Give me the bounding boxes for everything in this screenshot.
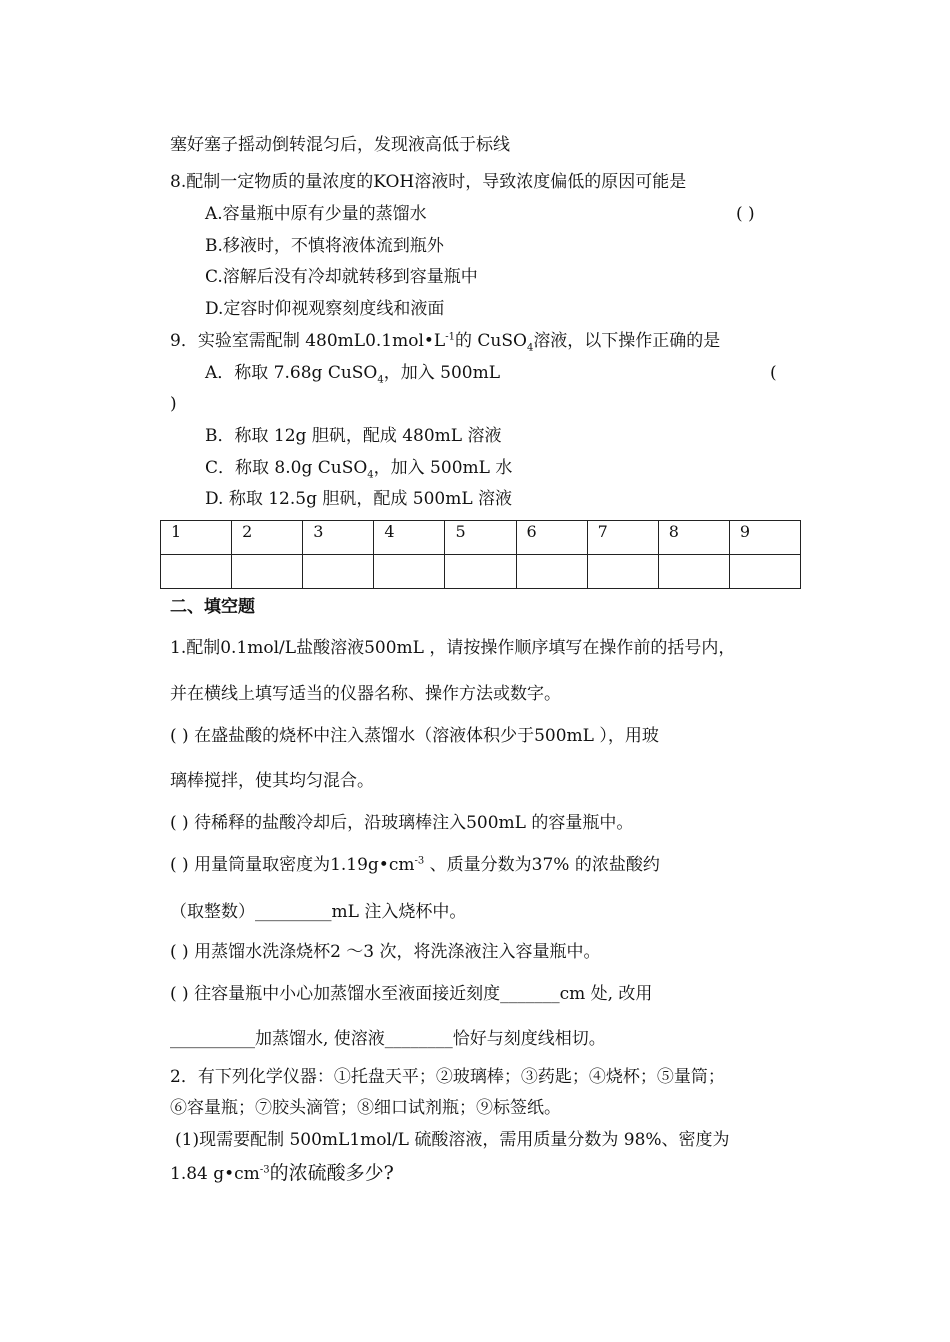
sub1-post: 的浓硫酸多少? (269, 1162, 394, 1184)
q9-option-b: B．称取 12g 胆矾，配成 480mL 溶液 (205, 426, 502, 446)
fill-q2-sub1-line2 (170, 1162, 394, 1185)
step3-post: 、质量分数为37% 的浓盐酸约 (424, 855, 660, 875)
sub1-pre: 1.84 g•cm (170, 1164, 260, 1184)
answer-cell[interactable] (374, 555, 445, 589)
answer-table-header: 4 (374, 521, 445, 555)
q9-option-c-pre: C．称取 8.0g CuSO (205, 458, 368, 478)
step3-sup: -3 (414, 855, 425, 867)
fill-q2-sub1-line1: (1)现需要配制 500mL1mol/L 硫酸溶液，需用质量分数为 98%、密度为 (175, 1130, 730, 1150)
answer-table-header-row (161, 521, 801, 555)
q8-answer-bracket: ( ) (736, 204, 755, 224)
step1-line2: 璃棒搅拌，使其均匀混合。 (170, 771, 374, 791)
answer-cell[interactable] (303, 555, 374, 589)
q9-option-c (205, 457, 512, 479)
q7-continuation: 塞好塞子摇动倒转混匀后，发现液高低于标线 (170, 135, 510, 155)
answer-table-header: 2 (232, 521, 303, 555)
answer-cell[interactable] (587, 555, 658, 589)
fill-q2-line2: ⑥容量瓶；⑦胶头滴管；⑧细口试剂瓶；⑨标签纸。 (170, 1098, 561, 1118)
answer-table-header: 7 (587, 521, 658, 555)
answer-cell[interactable] (729, 555, 800, 589)
answer-cell[interactable] (232, 555, 303, 589)
answer-table-answer-row (161, 555, 801, 589)
fill-q1-line1: 1.配制0.1mol/L盐酸溶液500mL ，请按操作顺序填写在操作前的括号内， (170, 638, 736, 658)
q9-option-c-post: ，加入 500mL 水 (373, 458, 513, 478)
q9-option-a-post: ，加入 500mL (383, 363, 500, 383)
step2: ( ) 待稀释的盐酸冷却后，沿玻璃棒注入500mL 的容量瓶中。 (170, 813, 634, 833)
q9-stem-sub: 4 (526, 342, 534, 354)
step3-pre: ( ) 用量筒量取密度为1.19g•cm (170, 855, 415, 875)
q9-bracket-close: ) (170, 394, 177, 414)
step5-line1: ( ) 往容量瓶中小心加蒸馏水至液面接近刻度_______cm 处, 改用 (170, 984, 653, 1004)
step3-line1 (170, 854, 660, 876)
section-title: 二、填空题 (170, 597, 255, 617)
q9-option-a-pre: A．称取 7.68g CuSO (205, 363, 378, 383)
answer-table-header: 3 (303, 521, 374, 555)
q9-option-a (205, 362, 500, 384)
q9-stem-sup: -1 (445, 331, 455, 343)
q9-option-d: D. 称取 12.5g 胆矾，配成 500mL 溶液 (205, 489, 513, 509)
fill-q2-line1: 2．有下列化学仪器：①托盘天平；②玻璃棒；③药匙；④烧杯；⑤量筒； (170, 1067, 725, 1087)
step5-line2: __________加蒸馏水, 使溶液________恰好与刻度线相切。 (170, 1029, 606, 1049)
answer-table-header: 5 (445, 521, 516, 555)
answer-cell[interactable] (161, 555, 232, 589)
answer-table-header: 8 (658, 521, 729, 555)
answer-table-header: 1 (161, 521, 232, 555)
answer-cell[interactable] (658, 555, 729, 589)
answer-table-header: 6 (516, 521, 587, 555)
step3-line2: （取整数）_________mL 注入烧杯中。 (170, 902, 467, 922)
q9-stem-mid: 的 CuSO (454, 331, 527, 351)
q9-option-a-sub: 4 (377, 374, 384, 386)
answer-cell[interactable] (445, 555, 516, 589)
q9-bracket-open: ( (770, 363, 777, 383)
answer-cell[interactable] (516, 555, 587, 589)
step4: ( ) 用蒸馏水洗涤烧杯2 ～3 次，将洗涤液注入容量瓶中。 (170, 942, 601, 962)
q9-stem (170, 330, 720, 352)
sub1-sup: -3 (259, 1164, 270, 1176)
answer-table-header: 9 (729, 521, 800, 555)
q8-stem: 8.配制一定物质的量浓度的KOH溶液时，导致浓度偏低的原因可能是 (170, 172, 687, 192)
q9-option-c-sub: 4 (367, 469, 374, 481)
q8-option-a: A.容量瓶中原有少量的蒸馏水 (205, 204, 427, 224)
q9-stem-post: 溶液，以下操作正确的是 (533, 331, 721, 351)
q8-option-c: C.溶解后没有冷却就转移到容量瓶中 (205, 267, 478, 287)
q8-option-b: B.移液时，不慎将液体流到瓶外 (205, 236, 444, 256)
fill-q1-line2: 并在横线上填写适当的仪器名称、操作方法或数字。 (170, 684, 561, 704)
step1-line1: ( ) 在盛盐酸的烧杯中注入蒸馏水（溶液体积少于500mL ），用玻 (170, 726, 659, 746)
answer-table (160, 520, 801, 589)
q9-stem-pre: 9．实验室需配制 480mL0.1mol•L (170, 331, 446, 351)
q8-option-d: D.定容时仰视观察刻度线和液面 (205, 299, 445, 319)
